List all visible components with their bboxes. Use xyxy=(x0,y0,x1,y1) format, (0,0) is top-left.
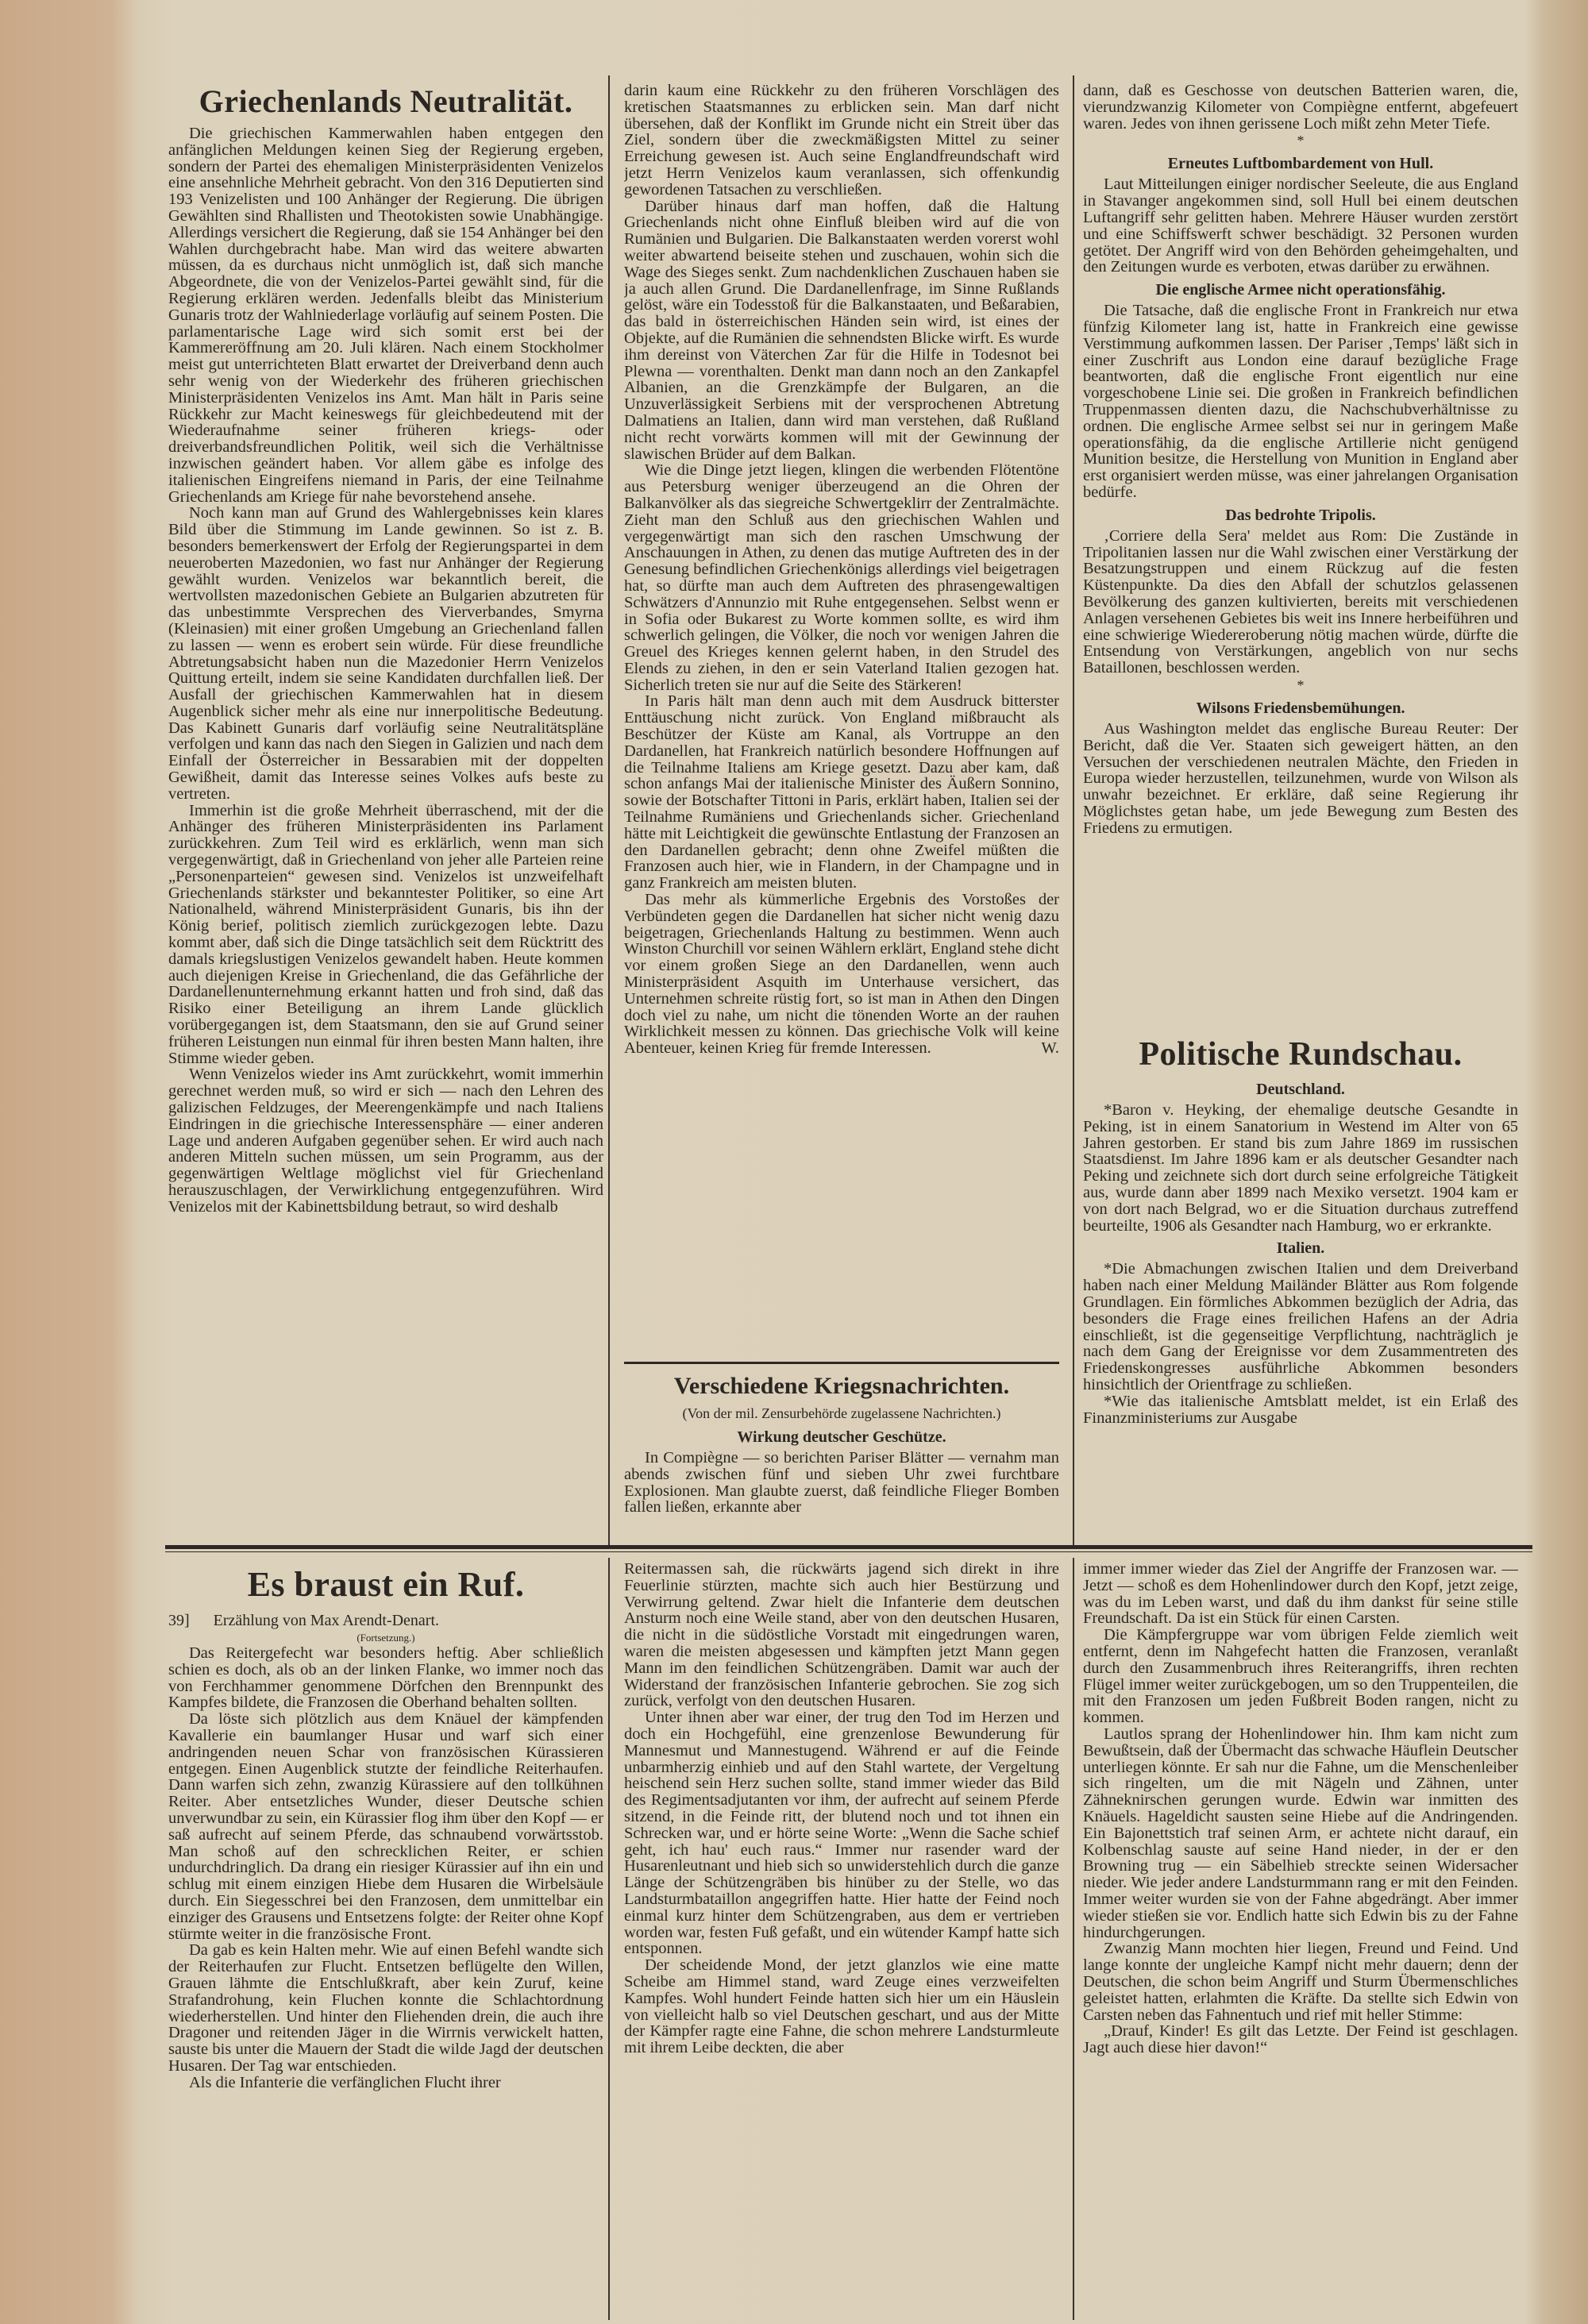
section-note: (Von der mil. Zensurbehörde zugelassene Nachrichten.) xyxy=(682,1405,1001,1421)
paragraph: dann, daß es Geschosse von deutschen Batterien waren, die, vierundzwanzig Kilometer von Compiègne entfernt, abgefeuert waren. Jedes von ihnen gerissene Loch mißt zehn Meter Tiefe. xyxy=(1083,83,1518,133)
column-rule xyxy=(608,1558,610,2320)
paragraph: Aus Washington meldet das englische Bureau Reuter: Der Bericht, daß die Ver. Staaten sich geweigert hätten, an den Versuchen der verschiedenen neutralen Mächte, den Frieden in Europa wieder herzustellen, teilzunehmen, wurde von Wilson als unwahr bezeichnet. Er erkläre, daß seine Regierung ihr Möglichstes getan habe, um jede Bewegung zum Besten des Friedens zu ermutigen. xyxy=(1083,719,1518,837)
paragraph: Reitermassen sah, die rückwärts jagend sich direkt in ihre Feuerlinie stürzten, machte sich auch hier Bestürzung und Verwirrung geltend. Zwar hielt die Infanterie dem deutschen Ansturm noch eine Weile stand, aber von den deutschen Husaren, die nicht in die südöstliche Vorstadt mit eingedrungen waren, waren die meisten abgesessen und kämpften jetzt Mann gegen Mann im den feindlichen Schützengräben. Damit war auch der Widerstand der französischen Infanterie gebrochen. Sie zog sich zurück, verfolgt von den deutschen Husaren. xyxy=(624,1561,1059,1710)
column-rule xyxy=(1073,1558,1074,2320)
separator: * xyxy=(1297,133,1305,149)
paragraph: Das Reitergefecht war besonders heftig. Aber schließlich schien es doch, als ob an der linken Flanke, wo immer noch das von Ferchhammer genommene Dörfchen den Brennpunkt des Kampfes bildete, die Franzosen die Oberhand behalten sollten. xyxy=(168,1644,603,1712)
serial-col1 xyxy=(168,1561,603,2320)
section-divider xyxy=(165,1545,1532,1549)
article-kriegsnachrichten-start xyxy=(624,1367,1059,1540)
section-divider xyxy=(165,1551,1532,1552)
paragraph: darin kaum eine Rückkehr zu den früheren Vorschlägen des kretischen Staatsmannes zu erblicken sein. Man darf nicht übersehen, daß der Konflikt im Grunde nicht ein Streit über das Ziel, sondern über die zweckmäßigsten Mittel zu seiner Erreichung gewesen ist. Auch seine Englandfreundschaft wird jetzt Herrn Venizelos kaum veranlassen, sich offenkundig gewordenen Tatsachen zu verschließen. xyxy=(624,83,1059,198)
paragraph: Immerhin ist die große Mehrheit überraschend, mit der die Anhänger des früheren Ministerpräsidenten ins Parlament zurückkehren. Zum Teil wird es erklärlich, wenn man sich vergegenwärtigt, daß in Griechenland von jeher alle Parteien reine „Personenparteien“ gewesen sind. Venizelos ist unzweifelhaft Griechenlands stärkster und bekanntester Politiker, so eine Art Nationalheld, während Ministerpräsident Gunaris, bis ihn der König berief, politisch ziemlich zurückgezogen lebte. Dazu kommt aber, daß sich die Dinge tatsächlich seit dem Rücktritt des damals kriegslustigen Venizelos gewandelt haben. Heute kommen auch diejenigen Kreise in Griechenland, die das Gefährliche der Dardanellenunternehmung erkannt hatten und froh sind, daß das Risiko einer Beteiligung an ihrem Lande glücklich vorübergegangen ist, dem Staatsmann, den sie auf Grund seiner früheren Leistungen nun einmal für ihren besten Mann halten, ihre Stimme wieder geben. xyxy=(168,801,603,1067)
paragraph: In Compiègne — so berichten Pariser Blätter — vernahm man abends zwischen fünf und sieben Uhr zwei furchtbare Explosionen. Man glaubte zuerst, daß feindliche Flieger Bomben fallen ließen, erkannte aber xyxy=(624,1449,1059,1517)
installment-number: 39] xyxy=(168,1612,190,1629)
paragraph-text: Das mehr als kümmerliche Ergebnis des Vorstoßes der Verbündeten gegen die Dardanellen hat sicher nicht wenig dazu beigetragen, Griechenlands Haltung zu bestimmen. Wenn auch Winston Churchill vor seinen Wählern erklärt, England stehe dicht vor einem großen Siege an den Dardanellen, wenn auch Ministerpräsident Asquith im Unterhause versichert, das Unternehmen schreite rüstig fort, so ist man in Athen den Dingen doch viel zu nahe, um nicht die tönenden Worte an der rauhen Wirklichkeit messen zu können. Das griechische Volk will keine Abenteuer, keinen Krieg für fremde Interessen. xyxy=(624,891,1059,1058)
column-rule xyxy=(608,75,610,1548)
paragraph: Unter ihnen aber war einer, der trug den Tod im Herzen und doch ein Hochgefühl, eine grenzenlose Bewunderung für Mannesmut und Mannestugend. Während er auf die Feinde unbarmherzig einhieb und auf den Stahl wartete, der Vergeltung heischend sein Herz suchen sollte, stand immer wieder das Bild des Regimentsadjutanten vor ihm, der aufrecht auf seinem Pferde sitzend, in die Feinde ritt, der blutend noch und tot ihnen ein Schrecken war, und er hörte seine Worte: „Wenn die Sache schief geht, ich hau' euch raus.“ Immer nur rasender ward der Husarenleutnant und hieb sich so unwiderstehlich durch die ganze Länge der Schützengräben bis hinüber zu der Stelle, wo das Landsturmbataillon angegriffen hatte. Hier hatte der Feind noch einmal kurz hinter dem Schützengraben, aus dem er vertrieben worden war, festen Fuß gefaßt, und ein wütender Kampf hatte sich entsponnen. xyxy=(624,1709,1059,1958)
subheading: Die englische Armee nicht operationsfähig. xyxy=(1155,281,1446,299)
serial-byline: Erzählung von Max Arendt-Denart. xyxy=(213,1612,440,1629)
serial-title: Es braust ein Ruf. xyxy=(247,1565,525,1604)
paragraph: ‚Corriere della Sera' meldet aus Rom: Die Zustände in Tripolitanien lassen nur die Wahl zwischen einer Verstärkung der Besatzungstruppen und einem Rückzug auf die festen Küstenpunkte. Da dies den Abfall der schutzlos gelassenen Bevölkerung des ganzen kultivierten, bereits mit verschiedenen Anlagen versehenen Gebietes bis weit ins Innere herbeiführen und eine schwierige Wiedereroberung nötig machen würde, dürfte die Entsendung von Verstärkungen, angeblich von nur sechs Bataillonen, beschlossen werden. xyxy=(1083,526,1518,677)
subheading: Italien. xyxy=(1276,1239,1325,1258)
subheading: Wilsons Friedensbemühungen. xyxy=(1196,699,1405,717)
article-divider xyxy=(624,1362,1059,1364)
subheading: Wirkung deutscher Geschütze. xyxy=(737,1428,946,1446)
article-rundschau xyxy=(1083,1032,1518,1542)
paragraph: Die Tatsache, daß die englische Front in Frankreich nur etwa fünfzig Kilometer lang ist, hatte in Frankreich eine gewisse Verstimmung aufkommen lassen. Der Pariser ‚Temps' läßt sich in einer Zuschrift aus London eine darauf bezügliche Frage beantworten, daß die englische Front eigentlich nur eine vorgeschobene Linie sei. Die großen in Frankreich befindlichen Truppenmassen dienten dazu, die Nachschubverhältnisse zu ordnen. Die englische Armee selbst sei nur in geringem Maße operationsfähig, da die englische Artillerie nicht genügend Munition besitze, die Herstellung von Munition in England aber erst organisiert werden müsse, was einer jahrelangen Organisation bedürfe. xyxy=(1083,302,1518,501)
subheading: Erneutes Luftbombardement von Hull. xyxy=(1167,155,1434,173)
paragraph: immer immer wieder das Ziel der Angriffe der Franzosen war. — Jetzt — schoß es dem Hohenlindower durch den Kopf, jetzt zeige, was du im Leben warst, und daß du ihm dankst für seine stille Freundschaft. Da ist ein Stück für einen Carsten. xyxy=(1083,1561,1518,1628)
paragraph: Laut Mitteilungen einiger nordischer Seeleute, die aus England in Stavanger angekommen sind, soll Hull bei einem deutschen Luftangriff sehr gelitten haben. Mehrere Häuser wurden zerstört und eine Schiffswerft schwer beschädigt. 32 Personen wurden getötet. Der Angriff wird von den Behörden geheimgehalten, und den Zeitungen wurde es verboten, etwas darüber zu erwähnen. xyxy=(1083,175,1518,276)
section-title: Verschiedene Kriegsnachrichten. xyxy=(673,1373,1010,1399)
paragraph: Der scheidende Mond, der jetzt glanzlos wie eine matte Scheibe am Himmel stand, ward Zeuge eines verzweifelten Kampfes. Wohl hundert Feinde hatten sich hier um ein Häuslein von vielleicht halb so viel Deutschen geschart, und aus der Mitte der Kämpfer ragte eine Fahne, die schon mehrere Landsturmleute mit ihrem Leibe deckten, die aber xyxy=(624,1956,1059,2057)
serial-col3 xyxy=(1083,1561,1518,2320)
article-kriegsnachrichten-col3 xyxy=(1083,83,1518,1032)
paragraph: *Wie das italienische Amtsblatt meldet, ist ein Erlaß des Finanzministeriums zur Ausgabe xyxy=(1083,1392,1518,1427)
serial-byline-row xyxy=(168,1610,603,1631)
paragraph: Zwanzig Mann mochten hier liegen, Freund und Feind. Und lange konnte der ungleiche Kampf nicht mehr dauern; denn der Deutschen, die schon beim Angriff und Sturm Übermenschliches geleistet hatten, erlahmten die Kräfte. Da stellte sich Edwin von Carsten neben das Fahnentuch und rief mit heller Stimme: xyxy=(1083,1940,1518,2024)
paragraph: Die griechischen Kammerwahlen haben entgegen den anfänglichen Meldungen keinen Sieg der Regierung ergeben, sondern der Partei des ehemaligen Ministerpräsidenten Venizelos eine ansehnliche Mehrheit gebracht. Von den 316 Deputierten sind 193 Venizelisten und 100 Anhänger der Regierung. Die übrigen Gewählten sind Rhallisten und Theotokisten sowie Unabhängige. Allerdings versichert die Regierung, daß sie 154 Anhänger bei den Wahlen durchgebracht habe. Man wird das weitere abwarten müssen, da es durchaus nicht unmöglich ist, daß sich manche Abgeordnete, die von der Venizelos-Partei gewählt sind, für die Regierung erklären werden. Jedenfalls bleibt das Ministerium Gunaris trotz der Wahlniederlage vorläufig auf seinem Posten. Die parlamentarische Lage wird sich somit erst bei der Kammereröffnung am 20. Juli klären. Nach einem Stockholmer meist gut unterrichteten Blatt erwartet der Dreiverband denn auch sehr wenig von der Wiederkehr des früheren griechischen Ministerpräsidenten Venizelos ins Amt. Man hält in Paris seine Rückkehr zur Macht keineswegs für gleichbedeutend mit der Wiederaufnahme seiner früheren kriegs- oder dreiverbandsfreundlichen Politik, weil sich die Verhältnisse inzwischen geändert haben. Vor allem gäbe es infolge des italienischen Eingreifens niemand in Paris, der eine Teilnahme Griechenlands am Kriege für nahe bevorstehend ansehe. xyxy=(168,125,603,506)
article-griechenland-col2 xyxy=(624,83,1059,1358)
paragraph xyxy=(624,892,1059,1057)
column-rule xyxy=(1073,75,1074,1548)
paragraph: Als die Infanterie die verfänglichen Flucht ihrer xyxy=(189,2073,501,2091)
paragraph: Da löste sich plötzlich aus dem Knäuel der kämpfenden Kavallerie ein baumlanger Husar und warf sich einer andringenden neuen Schar von französischen Kürassieren entgegen. Einen Augenblick stutzte der feindliche Reiterhaufen. Dann warfen sich zehn, zwanzig Kürassiere auf den tollkühnen Reiter. Aber entsetzliches Wunder, dieser Deutsche schien unverwundbar zu sein, ein Kürassier flog ihm über den Kopf — er saß aufrecht auf seinem Pferde, das schnaubend vorwärtsstob. Man schoß auf den schrecklichen Reiter, er schien undurchdringlich. Da drang ein riesiger Kürassier auf ihn ein und schlug mit einem einzigen Hiebe dem Husaren die Wirbelsäule durch. Ein Siegesschrei bei den Franzosen, dem unmittelbar ein einziger des Grausens und Entsetzens folgte: der Reiter ohne Kopf stürmte weiter in die französische Front. xyxy=(168,1710,603,1943)
article-title: Griechenlands Neutralität. xyxy=(198,83,573,119)
paragraph: „Drauf, Kinder! Es gilt das Letzte. Der Feind ist geschlagen. Jagt auch diese hier davon!“ xyxy=(1083,2022,1518,2057)
paragraph: Da gab es kein Halten mehr. Wie auf einen Befehl wandte sich der Reiterhaufen zur Flucht. Entsetzen beflügelte den Willen, Grauen lähmte die Entschlußkraft, aber kein Zuruf, keine Strafandrohung, kein Fluchen konnte die Schlachtordnung wiederherstellen. Und hinter den Fliehenden drein, die auch ihre Dragoner und reitenden Jäger in die Wirrnis verwickelt hatten, sauste bis unter die Mauern der Stadt die wilde Jagd der deutschen Husaren. Der Tag war entschieden. xyxy=(168,1941,603,2075)
separator: * xyxy=(1297,676,1305,693)
paragraph: Lautlos sprang der Hohenlindower hin. Ihm kam nicht zum Bewußtsein, daß der Übermacht das schwache Häuflein Deutscher unterliegen könnte. Er sah nur die Fahne, um die Menschenleiber sich ringelten, um die mit Nägeln und Zähnen, unter Zähneknirschen gerungen wurde. Edwin war inmitten des Knäuels. Hageldicht sausten seine Hiebe auf die Andringenden. Ein Bajonettstich traf seinen Arm, er achtete nicht darauf, ein Kolbenschlag sauste auf seine Hand nieder, in der er den Browning trug — ein Säbelhieb streckte seinen Widersacher nieder. Wie jeder andere Landsturmmann rang er mit den Feinden. Immer weiter wurden sie von der Fahne abgedrängt. Aber immer wieder stießen sie vor. Endlich hatte sich Edwin bis zu der Fahne hindurchgerungen. xyxy=(1083,1725,1518,1941)
paragraph: Wie die Dinge jetzt liegen, klingen die werbenden Flötentöne aus Petersburg weniger überzeugend an die Ohren der Balkanvölker als das siegreiche Schwertgeklirr der Zentralmächte. Zieht man den Schluß aus den griechischen Wahlen und vergegenwärtigt man sich den raschen Umschwung der Anschauungen in Athen, zu denen das mutige Auftreten des in der Genesung befindlichen Griechenkönigs allerdings viel beigetragen hat, so dürfte man auch dem Auftreten des phrasengewaltigen Schwätzers d'Annunzio mit Ruhe entgegensehen. Selbst wenn er in Sofia oder Bukarest zu Worte kommen sollte, es wird ihm schwerlich gelingen, die Völker, die noch vor wenigen Jahren die Greuel des Krieges kennen gelernt haben, in den Strudel des Elends zu ziehen, in den er sein Vaterland Italien gezogen hat. Sicherlich treten sie nur auf die Seite des Stärkeren! xyxy=(624,461,1059,694)
continuation-note: (Fortsetzung.) xyxy=(357,1632,415,1644)
article-griechenland-col1 xyxy=(168,79,603,1542)
author-signature: W. xyxy=(1041,1039,1059,1058)
subheading: Deutschland. xyxy=(1256,1081,1345,1098)
paragraph: Wenn Venizelos wieder ins Amt zurückkehrt, womit immerhin gerechnet werden muß, so wird er sich — nach den Lehren des galizischen Feldzuges, der Meerengenkämpfe und nach Italiens Eindringen in die griechische Interessensphäre — einer anderen Lage und anderen Aufgaben gegenüber sehen. Er wird auch nach anderen Mitteln suchen müssen, um sein Programm, aus der gegenwärtigen Weltlage möglichst viel für Griechenland herauszuschlagen, der Verwirklichung entgegenzuführen. Wird Venizelos mit der Kabinettsbildung betraut, so wird deshalb xyxy=(168,1066,603,1216)
section-title: Politische Rundschau. xyxy=(1139,1036,1463,1073)
paragraph: *Baron v. Heyking, der ehemalige deutsche Gesandte in Peking, ist in einem Sanatorium in Westend im Alter von 65 Jahren gestorben. Er stand bis zum Jahre 1869 im russischen Staatsdienst. Im Jahre 1896 kam er als deutscher Gesandter nach Peking und zeichnete sich dort durch seine erfolgreiche Tätigkeit aus, wurde dann aber 1899 nach Mexiko versetzt. 1904 kam er von dort nach Belgrad, wo er die Situation durchaus zutreffend beurteilte, 1906 als Gesandter nach Hamburg, wo er erkrankte. xyxy=(1083,1101,1518,1235)
subheading: Das bedrohte Tripolis. xyxy=(1225,506,1376,524)
serial-col2 xyxy=(624,1561,1059,2320)
paragraph: Die Kämpfergruppe war vom übrigen Felde ziemlich weit entfernt, denn im Nahgefecht hatten die Franzosen, veranlaßt durch den Zusammenbruch ihres Reiterangriffs, ihren rechten Flügel immer weiter zurückgebogen, um so den Truppenteilen, die mit den Franzosen um jeden Fußbreit Boden rangen, nicht zu kommen. xyxy=(1083,1626,1518,1727)
paragraph: Noch kann man auf Grund des Wahlergebnisses kein klares Bild über die Stimmung im Lande gewinnen. So ist z. B. besonders bemerkenswert der Erfolg der Regierungspartei in dem neueroberten Mazedonien, wo fast nur Anhänger der Regierung gewählt wurden. Venizelos war bekanntlich bereit, die wertvollsten mazedonischen Gebiete an Bulgarien abzutreten für das unbestimmte Versprechen des Vierverbandes, Smyrna (Kleinasien) mit einer großen Umgebung an Griechenland fallen zu lassen — wenn es erobert sein würde. Für diese freundliche Abtretungsabsicht haben nun die Mazedonier Herrn Venizelos Quittung erteilt, indem sie seine Kandidaten durchfallen ließ. Der Ausfall der griechischen Kammerwahlen hat in diesem Augenblick sicher mehr als eine nur innerpolitische Bedeutung. Das Kabinett Gunaris darf vorläufig seine Neutralitätspläne verfolgen und kann das nach den Siegen in Galizien und nach dem Einfall der Österreicher in Bessarabien mit der doppelten Gewißheit, damit das Interesse seines Volkes aufs beste zu vertreten. xyxy=(168,504,603,803)
paragraph: In Paris hält man denn auch mit dem Ausdruck bitterster Enttäuschung nicht zurück. Von England mißbraucht als Beschützer der Küste am Kanal, als Vortruppe an den Dardanellen, hat Frankreich natürlich besondere Hoffnungen auf die Teilnahme Italiens am Kriege gesetzt. Dazu aber kam, daß schon anfangs Mai der italienische Minister des Äußern Sonnino, sowie der Botschafter Tittoni in Paris, erklärt haben, Italien sei der Teilnahme Rumäniens und Griechenlands sicher. Griechenland hätte mit Leichtigkeit die gewünschte Entlastung der Franzosen an den Dardanellen gebracht; denn ohne Zweifel müßten die Franzosen auch hier, wie in Flandern, in der Champagne und in ganz Frankreich am meisten bluten. xyxy=(624,692,1059,892)
paragraph: *Die Abmachungen zwischen Italien und dem Dreiverband haben nach einer Meldung Mailänder Blätter aus Rom folgende Grundlagen. Ein förmliches Abkommen bezüglich der Adria, das besonders die Frage eines freilichen Hafens an der Adria einschließt, ist die gegenseitige Verpflichtung, nachträglich je nach dem Gang der Ereignisse vor dem Zusammentreten des Friedenskongresses ausführliche Abkommen besonders hinsichtlich der Orientfrage zu schließen. xyxy=(1083,1260,1518,1393)
paragraph: Darüber hinaus darf man hoffen, daß die Haltung Griechenlands nicht ohne Einfluß bleiben wird auf die von Rumänien und Bulgarien. Die Balkanstaaten werden vorerst wohl weiter abwartend beiseite stehen und zuschauen, wohin sich die Wage des Sieges senkt. Zum nachdenklichen Zuschauen haben sie ja auch allen Grund. Die Dardanellenfrage, im Sinne Rußlands gelöst, wäre ein Todesstoß für die Balkanstaaten, und Beßarabien, das bald in österreichischen Händen sein wird, ist eines der Objekte, auf die Rumänien die sehnendsten Blicke wirft. Es wurde ihm dereinst von Väterchen Zar für die Hilfe in Todesnot bei Plewna — vorenthalten. Denkt man dann noch an den Zankapfel Albanien, an die Grenzkämpfe der Bulgaren, an die Unzuverlässigkeit Serbiens mit der versprochenen Abtretung Dalmatiens an Italien, dann wird man verstehen, daß Rußland nicht recht vorwärts kommen will mit der Gewinnung der slawischen Brüder auf dem Balkan. xyxy=(624,197,1059,463)
